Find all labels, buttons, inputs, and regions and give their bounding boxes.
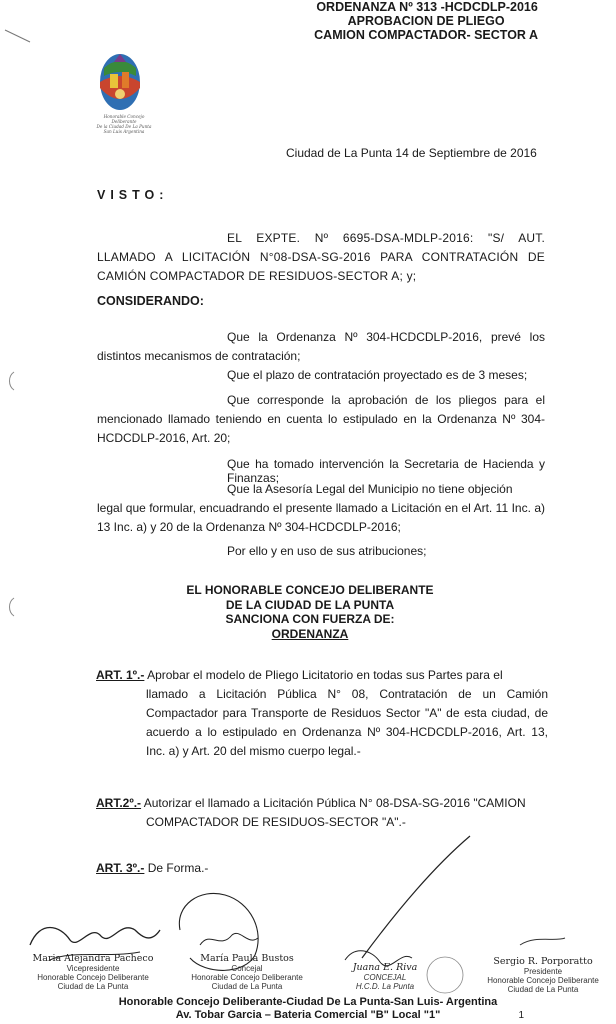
- sanciona-block: [160, 583, 460, 641]
- article-1: [96, 666, 548, 761]
- article-1-label: ART. 1º.-: [96, 668, 145, 682]
- footer-line-2: Av. Tobar Garcia – Bateria Comercial "B" Local "1": [175, 1008, 441, 1021]
- considerando-clause-5: [97, 480, 545, 537]
- considerando-clause-3: Que corresponde la aprobación de los pliegos para el mencionado llamado teniendo en cuenta lo estipulado en la Ordenanza Nº 304-HCDCDLP-2016, Art. 20;: [97, 393, 545, 445]
- article-1-first-line: Aprobar el modelo de Pliego Licitatorio en todas sus Partes para el: [147, 668, 503, 682]
- ordinance-subject-2: CAMION COMPACTADOR- SECTOR A: [314, 28, 538, 42]
- emblem-caption-line: De la Ciudad De La Punta: [96, 124, 152, 129]
- signature-block: [340, 962, 430, 991]
- article-2-label: ART.2º.-: [96, 796, 142, 810]
- article-3-label: ART. 3º.-: [96, 861, 145, 875]
- considerando-clause-4-first: Que ha tomado intervención la Secretaria de Hacienda y Finanzas;: [227, 457, 545, 485]
- signatory-org: H.C.D. La Punta: [355, 982, 415, 991]
- signatory-org: Honorable Concejo Deliberante: [37, 973, 149, 982]
- signatory-role: Presidente: [523, 967, 563, 976]
- signatory-org: Honorable Concejo Deliberante: [191, 973, 303, 982]
- considerando-clause-5-first: Que la Asesoría Legal del Municipio no tiene objeción: [227, 482, 513, 496]
- considerando-clause-1: Que la Ordenanza Nº 304-HCDCDLP-2016, prevé los distintos mecanismos de contratación;: [97, 330, 545, 363]
- article-1-text: llamado a Licitación Pública N° 08, Contratación de un Camión Compactador para Transporte de Residuos Sector "A" de esta ciudad, de acuerdo a lo estipulado en Ordenanza Nº 304-HCDCDLP-2016, Art. 13, Inc. a) y Art. 20 del mismo cuerpo legal.-: [146, 687, 548, 758]
- signature-block: [478, 956, 608, 994]
- signatory-city: Ciudad de La Punta: [507, 985, 579, 994]
- signatory-name: Maria Alejandra Pacheco: [32, 953, 154, 964]
- ordenanza-title: ORDENANZA: [271, 626, 349, 641]
- considerando-clause-2: Que el plazo de contratación proyectado es de 3 meses;: [227, 368, 528, 382]
- article-2-first-line: Autorizar el llamado a Licitación Pública N° 08-DSA-SG-2016 "CAMION: [143, 796, 526, 810]
- signatory-org: Honorable Concejo Deliberante: [487, 976, 599, 985]
- visto-heading: VISTO:: [97, 188, 169, 202]
- footer-line-1: Honorable Concejo Deliberante-Ciudad De La Punta-San Luis- Argentina: [118, 996, 498, 1008]
- signatory-role: Concejal: [231, 964, 263, 973]
- ordinance-subject-1: APROBACION DE PLIEGO: [347, 14, 505, 28]
- date-line: Ciudad de La Punta 14 de Septiembre de 2016: [286, 146, 537, 160]
- signatory-city: Ciudad de La Punta: [211, 982, 283, 991]
- signatory-role: CONCEJAL: [363, 973, 407, 982]
- article-2: [96, 794, 548, 832]
- signature-block: [28, 953, 158, 991]
- signatory-name: Sergio R. Porporatto: [493, 956, 593, 967]
- sanciona-line-1: EL HONORABLE CONCEJO DELIBERANTE: [186, 583, 434, 597]
- signatory-role: Vicepresidente: [66, 964, 120, 973]
- council-emblem-icon: [96, 48, 146, 117]
- considerando-clause-5-rest: legal que formular, encuadrando el presente llamado a Licitación en el Art. 11 Inc. a) 13 Inc. a) y 20 de la Ordenanza Nº 304-HCDCDLP-2016;: [97, 501, 545, 534]
- considerando-clause-6: Por ello y en uso de sus atribuciones;: [227, 544, 427, 558]
- emblem-caption-line: San Luis Argentina: [103, 129, 145, 134]
- article-3: [96, 859, 208, 878]
- signature-block: [182, 953, 312, 991]
- signatory-name: Juana E. Riva: [352, 962, 418, 973]
- considerando-heading: CONSIDERANDO:: [97, 294, 204, 308]
- ordinance-number: ORDENANZA Nº 313 -HCDCDLP-2016: [316, 0, 538, 14]
- article-3-text: De Forma.-: [147, 861, 209, 875]
- sanciona-line-3: SANCIONA CON FUERZA DE:: [225, 612, 395, 626]
- emblem-caption: [96, 114, 152, 134]
- emblem-caption-line: Honorable Concejo Deliberante: [103, 114, 145, 124]
- article-2-text: COMPACTADOR DE RESIDUOS-SECTOR "A".-: [146, 815, 406, 829]
- ordinance-header: [314, 0, 538, 42]
- page-number: 1: [518, 1010, 524, 1021]
- signatory-city: Ciudad de La Punta: [57, 982, 129, 991]
- sanciona-line-2: DE LA CIUDAD DE LA PUNTA: [225, 597, 395, 612]
- signatory-name: María Paula Bustos: [200, 953, 294, 964]
- visto-paragraph: EL EXPTE. Nº 6695-DSA-MDLP-2016: "S/ AUT. LLAMADO A LICITACIÓN N°08-DSA-SG-2016 PARA CONTRATACIÓN DE CAMIÓN COMPACTADOR DE RESIDUOS-SECTOR A; y;: [97, 231, 545, 283]
